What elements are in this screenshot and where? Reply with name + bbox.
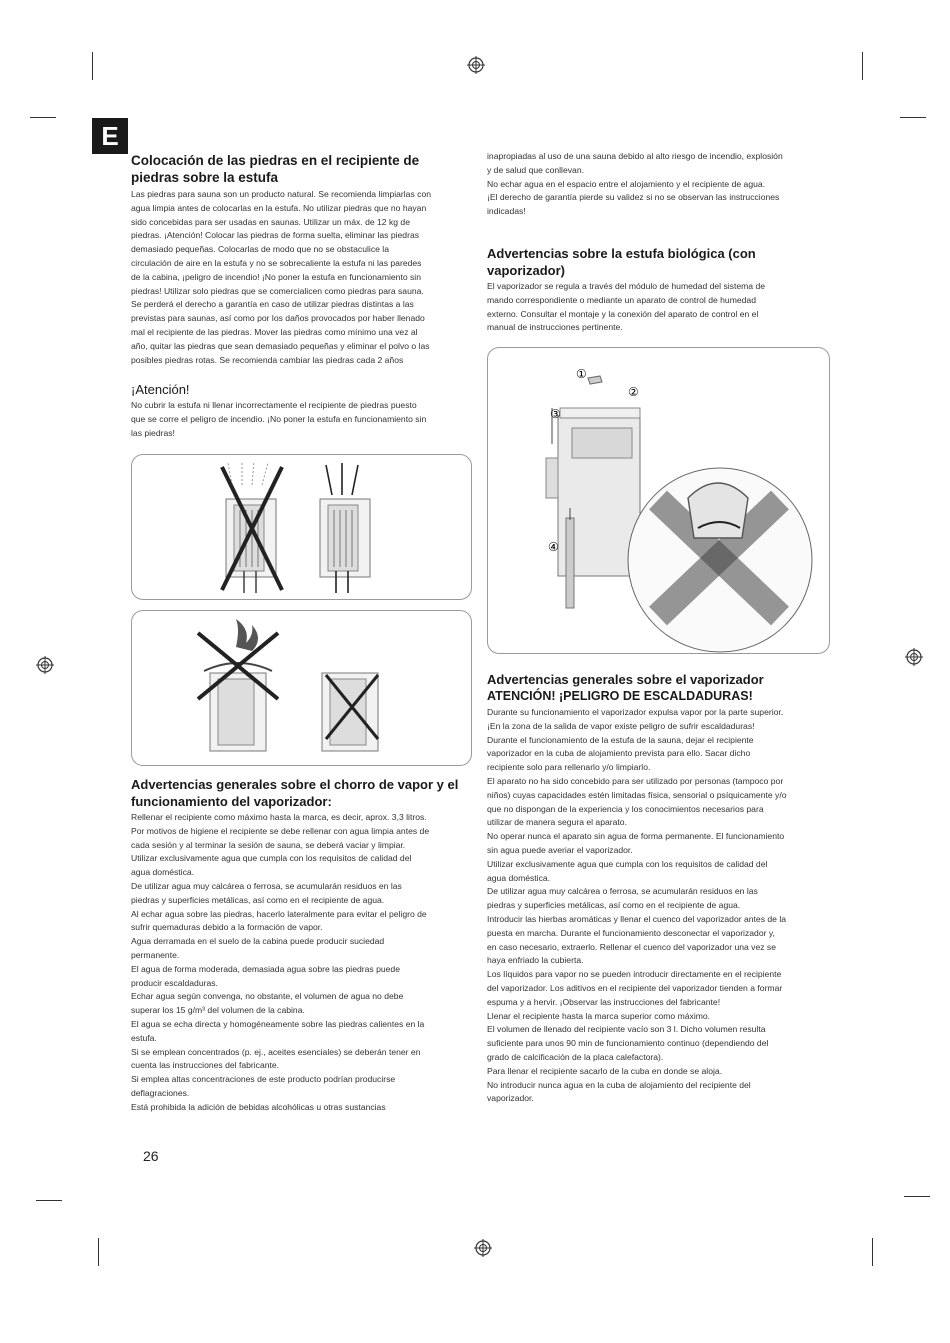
- callout-4: ④: [548, 540, 559, 554]
- left-column: [131, 152, 467, 441]
- figure-vaporizer: [487, 347, 830, 654]
- crop-mark: [36, 1200, 62, 1201]
- section-body-vaporizer: Durante su funcionamiento el vaporizador expulsa vapor por la parte superior. ¡En la zona de la salida de vapor existe peligro de sufrir escaldaduras! Durante el funcionamiento de la estufa de la sauna, dejar el recipiente vaporizador en la cuba de alojamiento prevista para ello. Sacar dicho recipiente solo para rellenarlo y/o limpiarlo. El aparato no ha sido concebido para ser utilizado por personas (tampoco por niños) cuyas capacidades estén limitadas física, sensorial o psíquicamente y/o que no dispongan de la experiencia y los conocimientos necesarios para utilizar de manera segura el aparato. No operar nunca el aparato sin agua de forma permanente. El funcionamiento sin agua puede averiar el vaporizador. Utilizar exclusivamente agua que cumpla con los requisitos de calidad del agua doméstica. De utilizar agua muy calcárea o ferrosa, se acumularán residuos en las piedras y superficies metálicas, así como en el recipiente de agua. Introducir las hierbas aromáticas y llenar el cuenco del vaporizador antes de la puesta en marcha. Durante el funcionamiento desconectar el vaporizador y, en caso necesario, extraerlo. Rellenar el cuenco del vaporizador una vez se haya enfriado la cubierta. Los líquidos para vapor no se pueden introducir directamente en el recipiente del vaporizador. Los aditivos en el recipiente del vaporizador tienden a formar espuma y a hervir. ¡Observar las instrucciones del fabricante! Llenar el recipiente hasta la marca superior como máximo. El volumen de llenado del recipiente vacío son 3 l. Dicho volumen resulta suficiente para unos 90 min de funcionamiento continuo (dependiendo del grado de calcificación de la placa calefactora). Para llenar el recipiente sacarlo de la cuba en donde se aloja. No introducir nunca agua en la cuba de alojamiento del recipiente del vaporizador.: [487, 707, 787, 1104]
- section-heading-steam: Advertencias generales sobre el chorro de vapor y el funcionamiento del vaporizador:: [131, 777, 459, 809]
- section-body-stones: Las piedras para sauna son un producto natural. Se recomienda limpiarlas con agua limpia antes de colocarlas en la estufa. No utilizar piedras que no hayan sido concebidas para ser usadas en saunas. Utilizar un máx. de 12 kg de piedras. ¡Atención! Colocar las piedras de forma suelta, eliminar las piedras demasiado pequeñas. Colocarlas de modo que no se obstaculice la circulación de aire en la estufa y no se sobrecaliente la estufa ni las paredes de la cabina, ¡peligro de incendio! ¡No poner la estufa en funcionamiento sin piedras! Utilizar solo piedras que se comercialicen como piedras para sauna. Se perderá el derecho a garantía en caso de utilizar piedras distintas a las previstas para saunas, así como por los daños provocados por haber llenado mal el recipiente de las piedras. Mover las piedras como mínimo una vez al año, quitar las piedras que sean demasiado pequeñas y eliminar el polvo o las posibles piedras rotas. Se recomienda cambiar las piedras cada 2 años: [131, 189, 432, 365]
- page-number: 26: [143, 1148, 159, 1164]
- figure-covering-warning: [131, 610, 472, 766]
- section-body-steam: Rellenar el recipiente como máximo hasta la marca, es decir, aprox. 3,3 litros. Por motivos de higiene el recipiente se debe rellenar con agua limpia antes de cada sesión y al terminar la sesión de sauna, se deberá vaciar y limpiar. Utilizar exclusivamente agua que cumpla con los requisitos de calidad del agua doméstica. De utilizar agua muy calcárea o ferrosa, se acumularán residuos en las piedras y superficies metálicas, así como en el recipiente de agua. Al echar agua sobre las piedras, hacerlo lateralmente para evitar el peligro de sufrir quemaduras debido a la formación de vapor. Agua derramada en el suelo de la cabina puede producir suciedad permanente. El agua de forma moderada, demasiada agua sobre las piedras puede producir escaldaduras. Echar agua según convenga, no obstante, el volumen de agua no debe superar los 15 g/m³ del volumen de la cabina. El agua se echa directa y homogéneamente sobre las piedras calientes en la estufa. Si se emplean concentrados (p. ej., aceites esenciales) se deberán tener en cuenta las instrucciones del fabricante. Si emplea altas concentraciones de este producto podrían producirse deflagraciones. Está prohibida la adición de bebidas alcohólicas u otras sustancias: [131, 812, 430, 1112]
- callout-3: ③: [550, 407, 561, 421]
- section-heading-vaporizer: Advertencias generales sobre el vaporizador: [487, 672, 764, 687]
- left-column-bottom: [131, 776, 467, 1115]
- callout-1: ①: [576, 367, 587, 381]
- language-badge: E: [92, 118, 128, 154]
- section-body-continued: inapropiadas al uso de una sauna debido al alto riesgo de incendio, explosión y de salud que conllevan. No echar agua en el espacio entre el alojamiento y el recipiente de agua. ¡El derecho de garantía pierde su validez si no se observan las instrucciones indicadas!: [487, 151, 783, 217]
- vaporizer-illustration: [488, 348, 829, 653]
- section-body-attention: No cubrir la estufa ni llenar incorrectamente el recipiente de piedras puesto que se corre el peligro de incendio. ¡No poner la estufa en funcionamiento sin las piedras!: [131, 400, 427, 438]
- callout-2: ②: [628, 385, 639, 399]
- section-heading-stones: Colocación de las piedras en el recipiente de piedras sobre la estufa: [131, 153, 420, 185]
- crop-mark: [872, 1238, 873, 1266]
- section-body-bio-stove: El vaporizador se regula a través del módulo de humedad del sistema de mando correspondiente o mediante un aparato de control de humedad externo. Consultar el montaje y la conexión del aparato de control en el manual de instrucciones pertinente.: [487, 280, 766, 333]
- crop-mark: [862, 52, 863, 80]
- section-heading-bio-stove: Advertencias sobre la estufa biológica (con vaporizador): [487, 245, 756, 278]
- figure-stone-placement: [131, 454, 472, 600]
- registration-mark-icon: [467, 56, 485, 74]
- crop-mark: [92, 52, 93, 80]
- registration-mark-icon: [474, 1239, 492, 1257]
- crop-mark: [900, 117, 926, 118]
- stove-stones-illustration: [132, 455, 471, 599]
- registration-mark-icon: [36, 656, 54, 674]
- section-heading-attention: ¡Atención!: [131, 382, 190, 398]
- crop-mark: [98, 1238, 99, 1266]
- crop-mark: [30, 117, 56, 118]
- no-cover-illustration: [132, 611, 471, 765]
- crop-mark: [904, 1196, 930, 1197]
- right-column-bottom: [487, 671, 827, 1106]
- registration-mark-icon: [905, 648, 923, 666]
- section-heading-scald-warning: ATENCIÓN! ¡PELIGRO DE ESCALDADURAS!: [487, 689, 753, 703]
- right-column: [487, 150, 827, 335]
